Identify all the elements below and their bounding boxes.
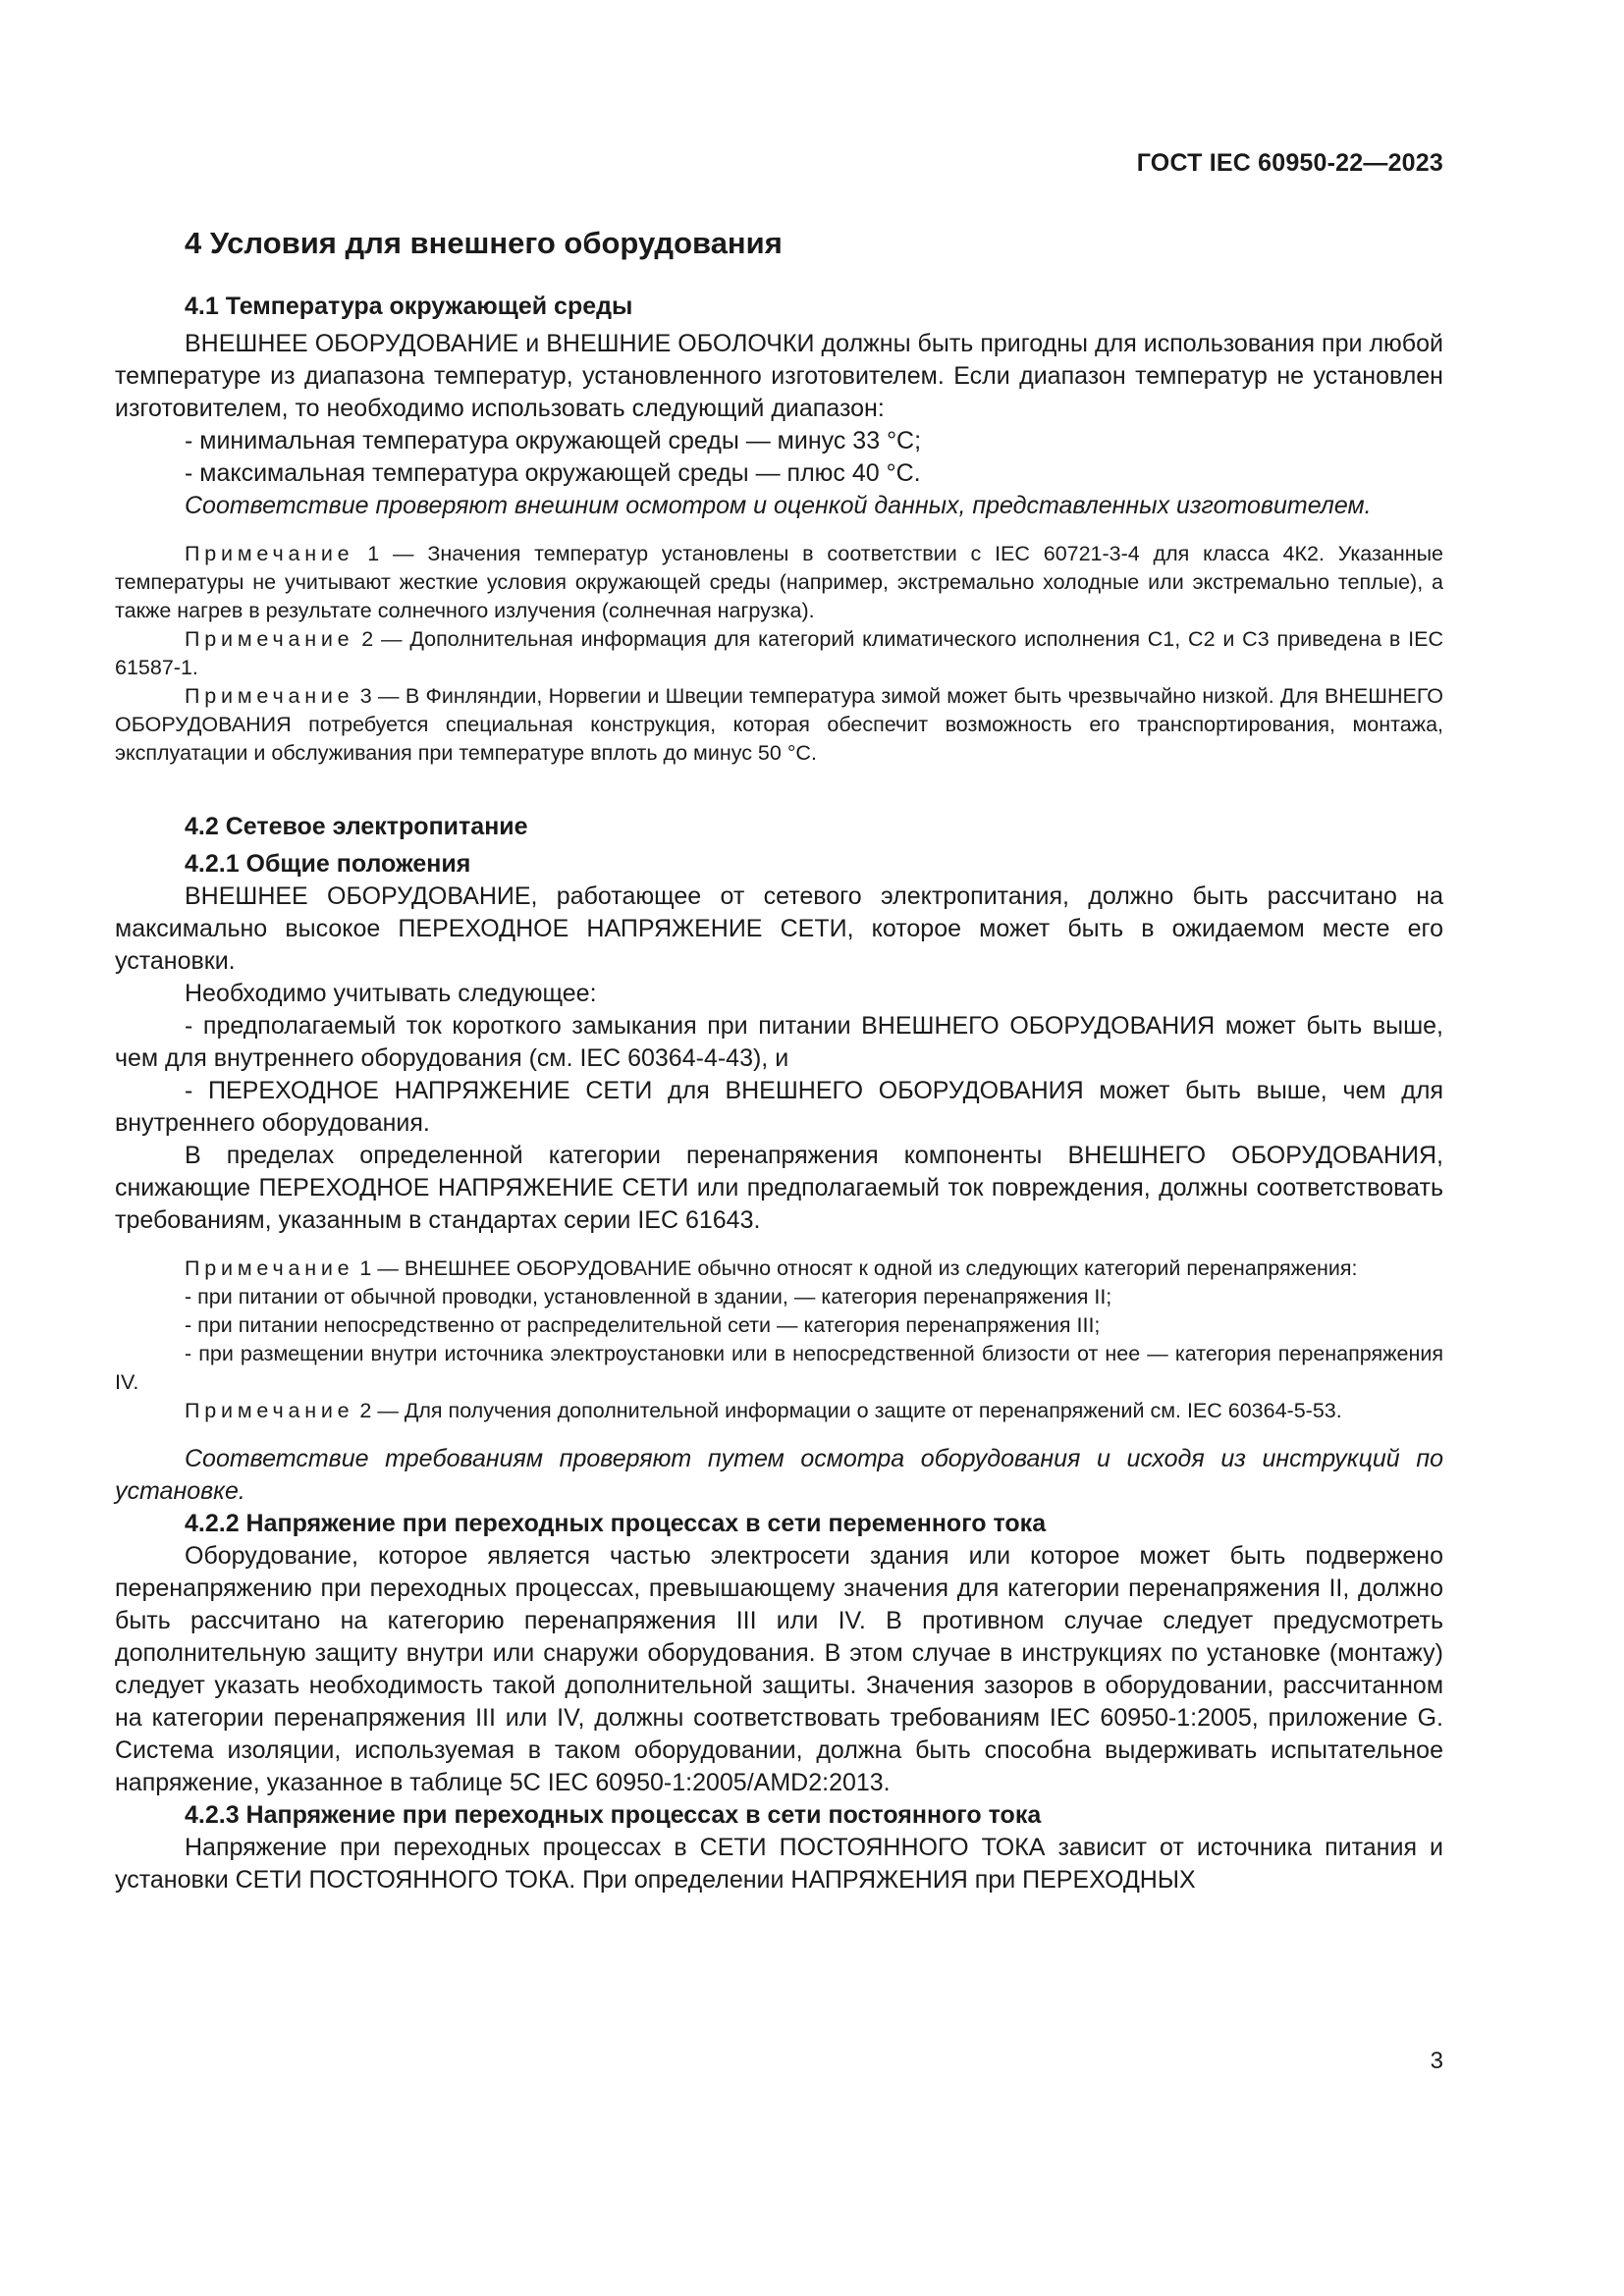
compliance-check: Соответствие требованиям проверяют путем осмотра оборудования и исходя из инструкций по установке. (115, 1445, 1443, 1505)
note-label: Примечание (185, 627, 354, 651)
note (115, 682, 1443, 768)
note-label: Примечание (185, 684, 354, 708)
compliance-check: Соответствие проверяют внешним осмотром и оценкой данных, представленных изготовителем. (185, 492, 1372, 519)
note-text: 1 — Значения температур установлены в соответствии с IEC 60721-3-4 для класса 4К2. Указанные температуры не учитывают жесткие условия окружающей среды (например, экстремально холодные или экстремально теплые), а также нагрев в результате солнечного излучения (солнечная нагрузка). (115, 542, 1443, 622)
page-number: 3 (1430, 2048, 1443, 2074)
section-4-2-2-heading: 4.2.2 Напряжение при переходных процессах в сети переменного тока (185, 1510, 1047, 1537)
section-4-2-1-heading: 4.2.1 Общие положения (185, 850, 471, 878)
section-4-1-heading: 4.1 Температура окружающей среды (185, 293, 633, 320)
note (115, 625, 1443, 682)
paragraph: Напряжение при переходных процессах в СЕТИ ПОСТОЯННОГО ТОКА зависит от источника питания и установки СЕТИ ПОСТОЯННОГО ТОКА. При определении НАПРЯЖЕНИЯ при ПЕРЕХОДНЫХ (115, 1834, 1443, 1894)
list-item: - максимальная температура окружающей среды — плюс 40 °С. (185, 459, 921, 487)
list-item: - предполагаемый ток короткого замыкания при питании ВНЕШНЕГО ОБОРУДОВАНИЯ может быть выше, чем для внутреннего оборудования (см. IEC 60364-4-43), и (115, 1012, 1443, 1072)
note (115, 1397, 1443, 1425)
note-label: Примечание (185, 1399, 354, 1422)
note-text: 1 — ВНЕШНЕЕ ОБОРУДОВАНИЕ обычно относят к одной из следующих категорий перенапряжения: (353, 1256, 1358, 1280)
document-code: ГОСТ IEC 60950-22—2023 (1136, 149, 1443, 177)
paragraph: Необходимо учитывать следующее: (185, 980, 597, 1007)
note-label: Примечание (185, 542, 354, 565)
note-text: 3 — В Финляндии, Норвегии и Швеции температура зимой может быть чрезвычайно низкой. Для ВНЕШНЕГО ОБОРУДОВАНИЯ потребуется специальная конструкция, которая обеспечит возможность его транспортирования, монтажа, эксплуатации и обслуживания при температуре вплоть до минус 50 °С. (115, 684, 1443, 765)
section-4-2-3-heading: 4.2.3 Напряжение при переходных процессах в сети постоянного тока (185, 1801, 1042, 1829)
note-text: 2 — Для получения дополнительной информации о защите от перенапряжений см. IEC 60364-5-53. (353, 1399, 1342, 1422)
note-list-item: - при питании непосредственно от распределительной сети — категория перенапряжения III; (185, 1313, 1101, 1337)
list-item: - ПЕРЕХОДНОЕ НАПРЯЖЕНИЕ СЕТИ для ВНЕШНЕГО ОБОРУДОВАНИЯ может быть выше, чем для внутреннего оборудования. (115, 1077, 1443, 1137)
section-4-2-heading: 4.2 Сетевое электропитание (185, 813, 528, 840)
note-list-item: - при размещении внутри источника электроустановки или в непосредственной близости от нее — категория перенапряжения IV. (115, 1342, 1443, 1394)
section-4-heading: 4 Условия для внешнего оборудования (185, 226, 783, 260)
note (115, 540, 1443, 625)
page-content (115, 222, 1443, 1896)
note-list-item: - при питании от обычной проводки, установленной в здании, — категория перенапряжения II; (185, 1285, 1112, 1308)
paragraph: ВНЕШНЕЕ ОБОРУДОВАНИЕ, работающее от сетевого электропитания, должно быть рассчитано на максимально высокое ПЕРЕХОДНОЕ НАПРЯЖЕНИЕ СЕТИ, которое может быть в ожидаемом месте его установки. (115, 882, 1443, 975)
note-label: Примечание (185, 1256, 354, 1280)
paragraph: В пределах определенной категории перенапряжения компоненты ВНЕШНЕГО ОБОРУДОВАНИЯ, снижающие ПЕРЕХОДНОЕ НАПРЯЖЕНИЕ СЕТИ или предполагаемый ток повреждения, должны соответствовать требованиям, указанным в стандартах серии IEC 61643. (115, 1142, 1443, 1234)
list-item: - минимальная температура окружающей среды — минус 33 °С; (185, 427, 922, 454)
paragraph: Оборудование, которое является частью электросети здания или которое может быть подвержено перенапряжению при переходных процессах, превышающему значения для категории перенапряжения II, должно быть рассчитано на категорию перенапряжения III или IV. В противном случае следует предусмотреть дополнительную защиту внутри или снаружи оборудования. В этом случае в инструкциях по установке (монтажу) следует указать необходимость такой дополнительной защиты. Значения зазоров в оборудовании, рассчитанном на категории перенапряжения III или IV, должны соответствовать требованиям IEC 60950-1:2005, приложение G. Система изоляции, используемая в таком оборудовании, должна быть способна выдерживать испытательное напряжение, указанное в таблице 5С IEC 60950-1:2005/AMD2:2013. (115, 1542, 1443, 1796)
note-text: 2 — Дополнительная информация для категорий климатического исполнения С1, С2 и С3 приведена в IEC 61587-1. (115, 627, 1443, 679)
note (115, 1255, 1443, 1283)
paragraph: ВНЕШНЕЕ ОБОРУДОВАНИЕ и ВНЕШНИЕ ОБОЛОЧКИ должны быть пригодны для использования при любой температуре из диапазона температур, установленного изготовителем. Если диапазон температур не установлен изготовителем, то необходимо использовать следующий диапазон: (115, 330, 1443, 422)
